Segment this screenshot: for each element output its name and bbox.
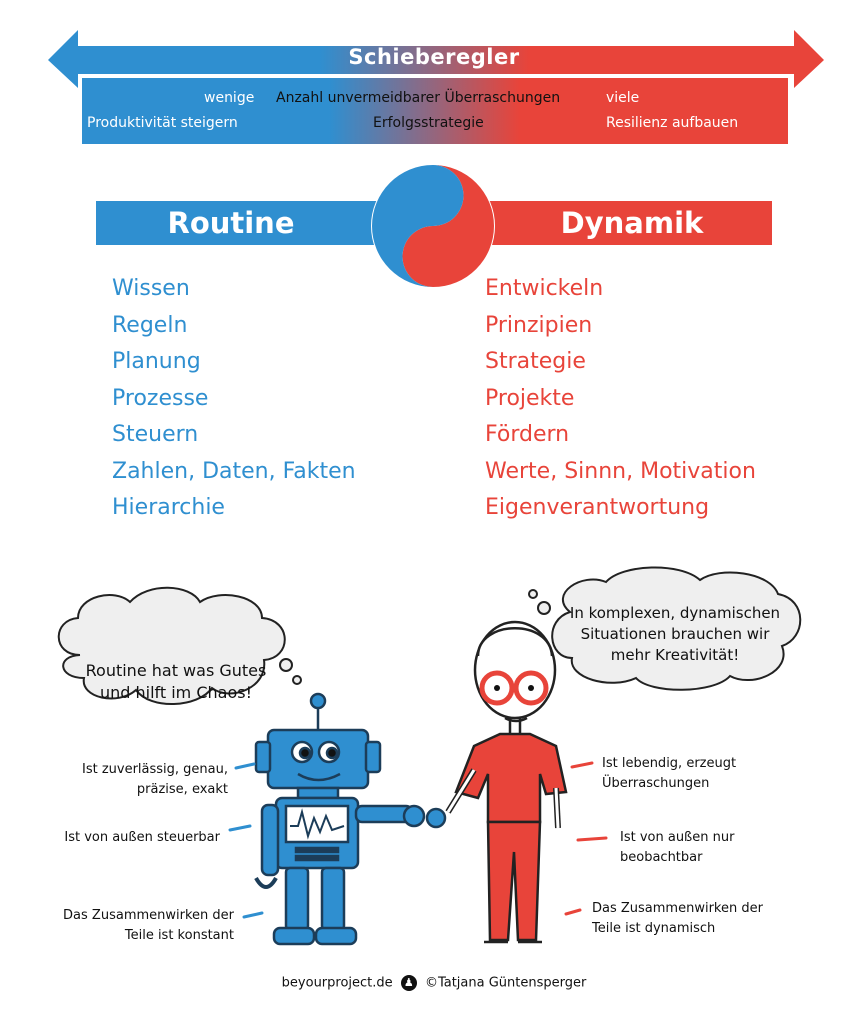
slider-label-few: wenige [204, 90, 255, 106]
list-item: Wissen [112, 276, 190, 301]
list-item: Planung [112, 349, 201, 374]
list-item: Projekte [485, 385, 575, 411]
routine-list [112, 275, 356, 531]
robot-note-constant: Das Zusammenwirken der Teile ist konstant [63, 908, 234, 943]
list-item: Eigenverantwortung [485, 495, 710, 520]
human-note-alive: Ist lebendig, erzeugt Überraschungen [602, 756, 737, 791]
list-item: Prinzipien [485, 312, 593, 338]
robot-bubble-text: Routine hat was Gutes und hilft im Chaos! [85, 661, 267, 702]
human-note-dynamic: Das Zusammenwirken der Teile ist dynamisch [592, 901, 763, 936]
robot-figure [256, 694, 445, 944]
human-bubble-text: In komplexen, dynamischen Situationen brauchen wir mehr Kreativität! [569, 604, 781, 664]
dynamik-banner: Dynamik [462, 201, 772, 245]
dynamik-list [485, 275, 756, 531]
human-figure [448, 622, 566, 942]
footer-copyright: ©Tatjana Güntensperger [424, 975, 587, 991]
yin-yang-icon [370, 163, 496, 289]
slider-title: Schieberegler [348, 45, 520, 69]
slider-label-many: viele [606, 90, 640, 106]
routine-banner: Routine [96, 201, 406, 245]
slider-label-productivity: Produktivität steigern [87, 115, 238, 131]
list-item: Fördern [485, 422, 570, 447]
list-item: Prozesse [112, 385, 209, 411]
footer [0, 975, 868, 991]
footer-site: beyourproject.de [281, 975, 393, 991]
list-item: Strategie [485, 349, 586, 374]
list-item: Steuern [112, 422, 199, 447]
list-item: Hierarchie [112, 495, 225, 520]
robot-note-controllable: Ist von außen steuerbar [64, 830, 220, 845]
slider-label-resilience: Resilienz aufbauen [606, 115, 739, 131]
list-item: Werte, Sinnn, Motivation [485, 458, 756, 484]
slider-panel [82, 78, 788, 144]
person-icon: ♟ [401, 975, 417, 991]
slider-label-strategy: Erfolgsstrategie [373, 115, 484, 131]
human-note-observable: Ist von außen nur beobachtbar [620, 830, 735, 865]
robot-note-reliable: Ist zuverlässig, genau, präzise, exakt [81, 762, 228, 797]
list-item: Entwickeln [485, 276, 604, 301]
list-item: Regeln [112, 312, 188, 338]
list-item: Zahlen, Daten, Fakten [112, 458, 356, 484]
slider-label-surprises: Anzahl unvermeidbarer Überraschungen [276, 90, 561, 106]
